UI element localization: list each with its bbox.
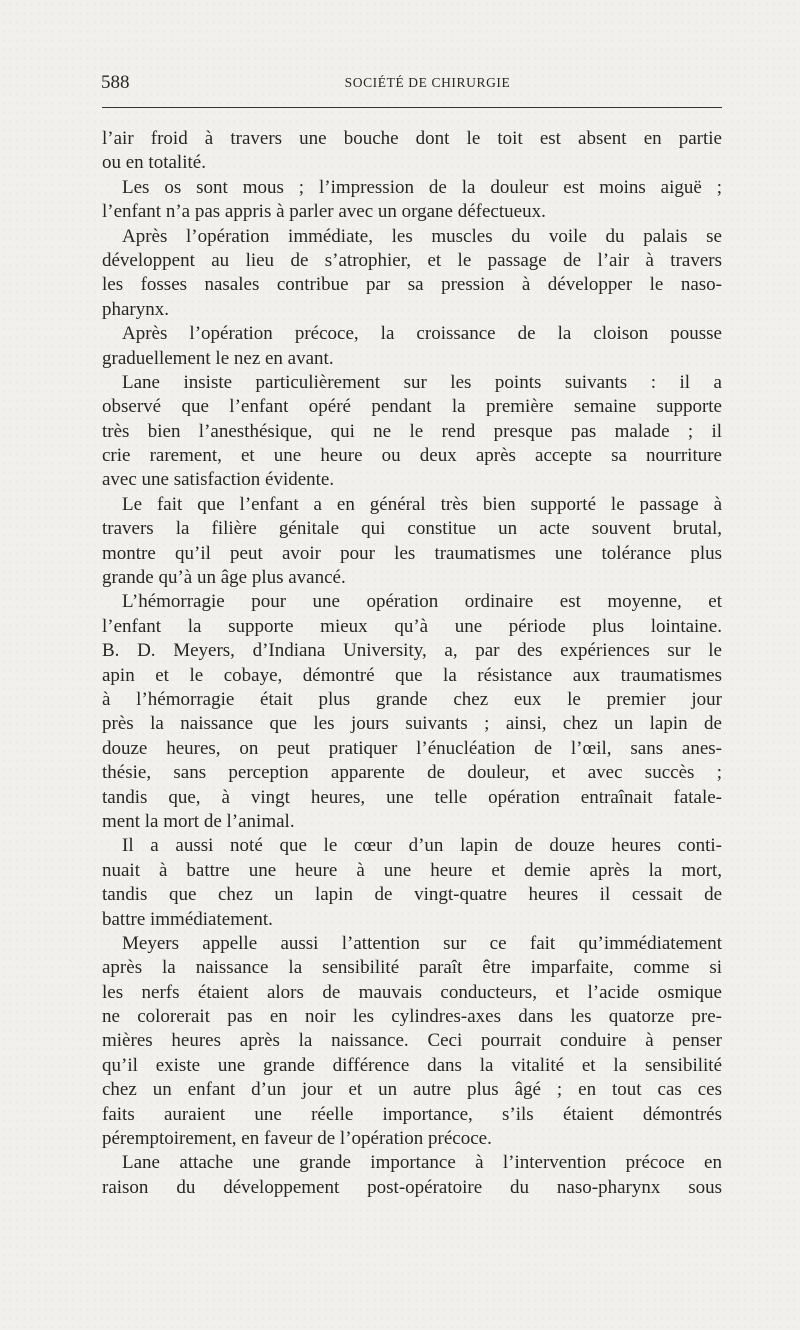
text-line: Après l’opération précoce, la croissance de la cloison pousse xyxy=(122,323,722,345)
text-line: l’enfant n’a pas appris à parler avec un organe défectueux. xyxy=(102,201,546,223)
text-line: très bien l’anesthésique, qui ne le rend presque pas malade ; il xyxy=(102,420,722,442)
text-line: ne colorerait pas en noir les cylindres-axes dans les quatorze pre- xyxy=(102,1006,722,1028)
text-line: observé que l’enfant opéré pendant la première semaine supporte xyxy=(102,396,722,418)
text-line: tandis que chez un lapin de vingt-quatre heures il cessait de xyxy=(102,884,722,906)
text-line: battre immédiatement. xyxy=(102,908,273,930)
text-line: après la naissance la sensibilité paraît être imparfaite, comme si xyxy=(102,957,722,979)
text-line: développent au lieu de s’atrophier, et le passage de l’air à travers xyxy=(102,249,722,271)
paragraph xyxy=(102,371,722,493)
text-line: à l’hémorragie était plus grande chez eux le premier jour xyxy=(102,688,722,710)
text-line: graduellement le nez en avant. xyxy=(102,347,334,369)
text-line: chez un enfant d’un jour et un autre plus âgé ; en tout cas ces xyxy=(102,1079,722,1101)
text-line: grande qu’à un âge plus avancé. xyxy=(102,567,346,589)
text-line: avec une satisfaction évidente. xyxy=(102,469,335,491)
body-text xyxy=(102,127,722,1200)
header-rule xyxy=(102,107,722,108)
paragraph xyxy=(102,1151,722,1200)
text-line: Lane attache une grande importance à l’intervention précoce en xyxy=(122,1152,722,1174)
text-line: Il a aussi noté que le cœur d’un lapin de douze heures conti- xyxy=(122,835,722,857)
paragraph xyxy=(102,176,722,225)
text-line: douze heures, on peut pratiquer l’énucléation de l’œil, sans anes- xyxy=(102,737,722,759)
text-line: les fosses nasales contribue par sa pression à développer le naso- xyxy=(102,274,722,296)
text-line: ou en totalité. xyxy=(102,152,206,174)
text-line: pharynx. xyxy=(102,298,170,320)
paragraph xyxy=(102,493,722,591)
text-line: près la naissance que les jours suivants ; ainsi, chez un lapin de xyxy=(102,713,722,735)
text-line: l’enfant la supporte mieux qu’à une période plus lointaine. xyxy=(102,615,722,637)
text-line: raison du développement post-opératoire du naso-pharynx sous xyxy=(102,1176,722,1198)
text-line: Le fait que l’enfant a en général très bien supporté le passage à xyxy=(122,493,722,515)
text-line: faits auraient une réelle importance, s’ils étaient démontrés xyxy=(102,1103,722,1125)
paragraph xyxy=(102,590,722,834)
running-title: SOCIÉTÉ DE CHIRURGIE xyxy=(344,75,511,90)
text-line: thésie, sans perception apparente de douleur, et avec succès ; xyxy=(102,762,722,784)
text-line: Après l’opération immédiate, les muscles du voile du palais se xyxy=(122,225,722,247)
text-line: Meyers appelle aussi l’attention sur ce fait qu’immédiatement xyxy=(122,932,722,954)
text-line: L’hémorragie pour une opération ordinaire est moyenne, et xyxy=(122,591,722,613)
text-line: tandis que, à vingt heures, une telle opération entraînait fatale- xyxy=(102,786,722,808)
text-line: péremptoirement, en faveur de l’opération précoce. xyxy=(102,1128,492,1150)
text-line: nuait à battre une heure à une heure et demie après la mort, xyxy=(102,859,722,881)
text-line: mières heures après la naissance. Ceci pourrait conduire à penser xyxy=(102,1030,722,1052)
paragraph xyxy=(102,322,722,371)
text-line: crie rarement, et une heure ou deux après accepte sa nourriture xyxy=(102,445,722,467)
text-line: travers la filière génitale qui constitue un acte souvent brutal, xyxy=(102,518,722,540)
text-line: Lane insiste particulièrement sur les points suivants : il a xyxy=(122,371,722,393)
text-line: l’air froid à travers une bouche dont le toit est absent en partie xyxy=(102,128,722,149)
text-line: ment la mort de l’animal. xyxy=(102,810,295,832)
paragraph xyxy=(102,834,722,932)
paragraph xyxy=(102,127,722,176)
text-line: B. D. Meyers, d’Indiana University, a, par des expériences sur le xyxy=(102,640,722,662)
text-line: Les os sont mous ; l’impression de la douleur est moins aiguë ; xyxy=(122,176,722,198)
text-line: montre qu’il peut avoir pour les traumatismes une tolérance plus xyxy=(102,542,722,564)
text-line: qu’il existe une grande différence dans la vitalité et la sensibilité xyxy=(102,1054,722,1076)
text-line: les nerfs étaient alors de mauvais conducteurs, et l’acide osmique xyxy=(102,981,722,1003)
text-line: apin et le cobaye, démontré que la résistance aux traumatismes xyxy=(102,664,722,686)
paragraph xyxy=(102,225,722,323)
paragraph xyxy=(102,932,722,1152)
page-number: 588 xyxy=(101,72,130,93)
